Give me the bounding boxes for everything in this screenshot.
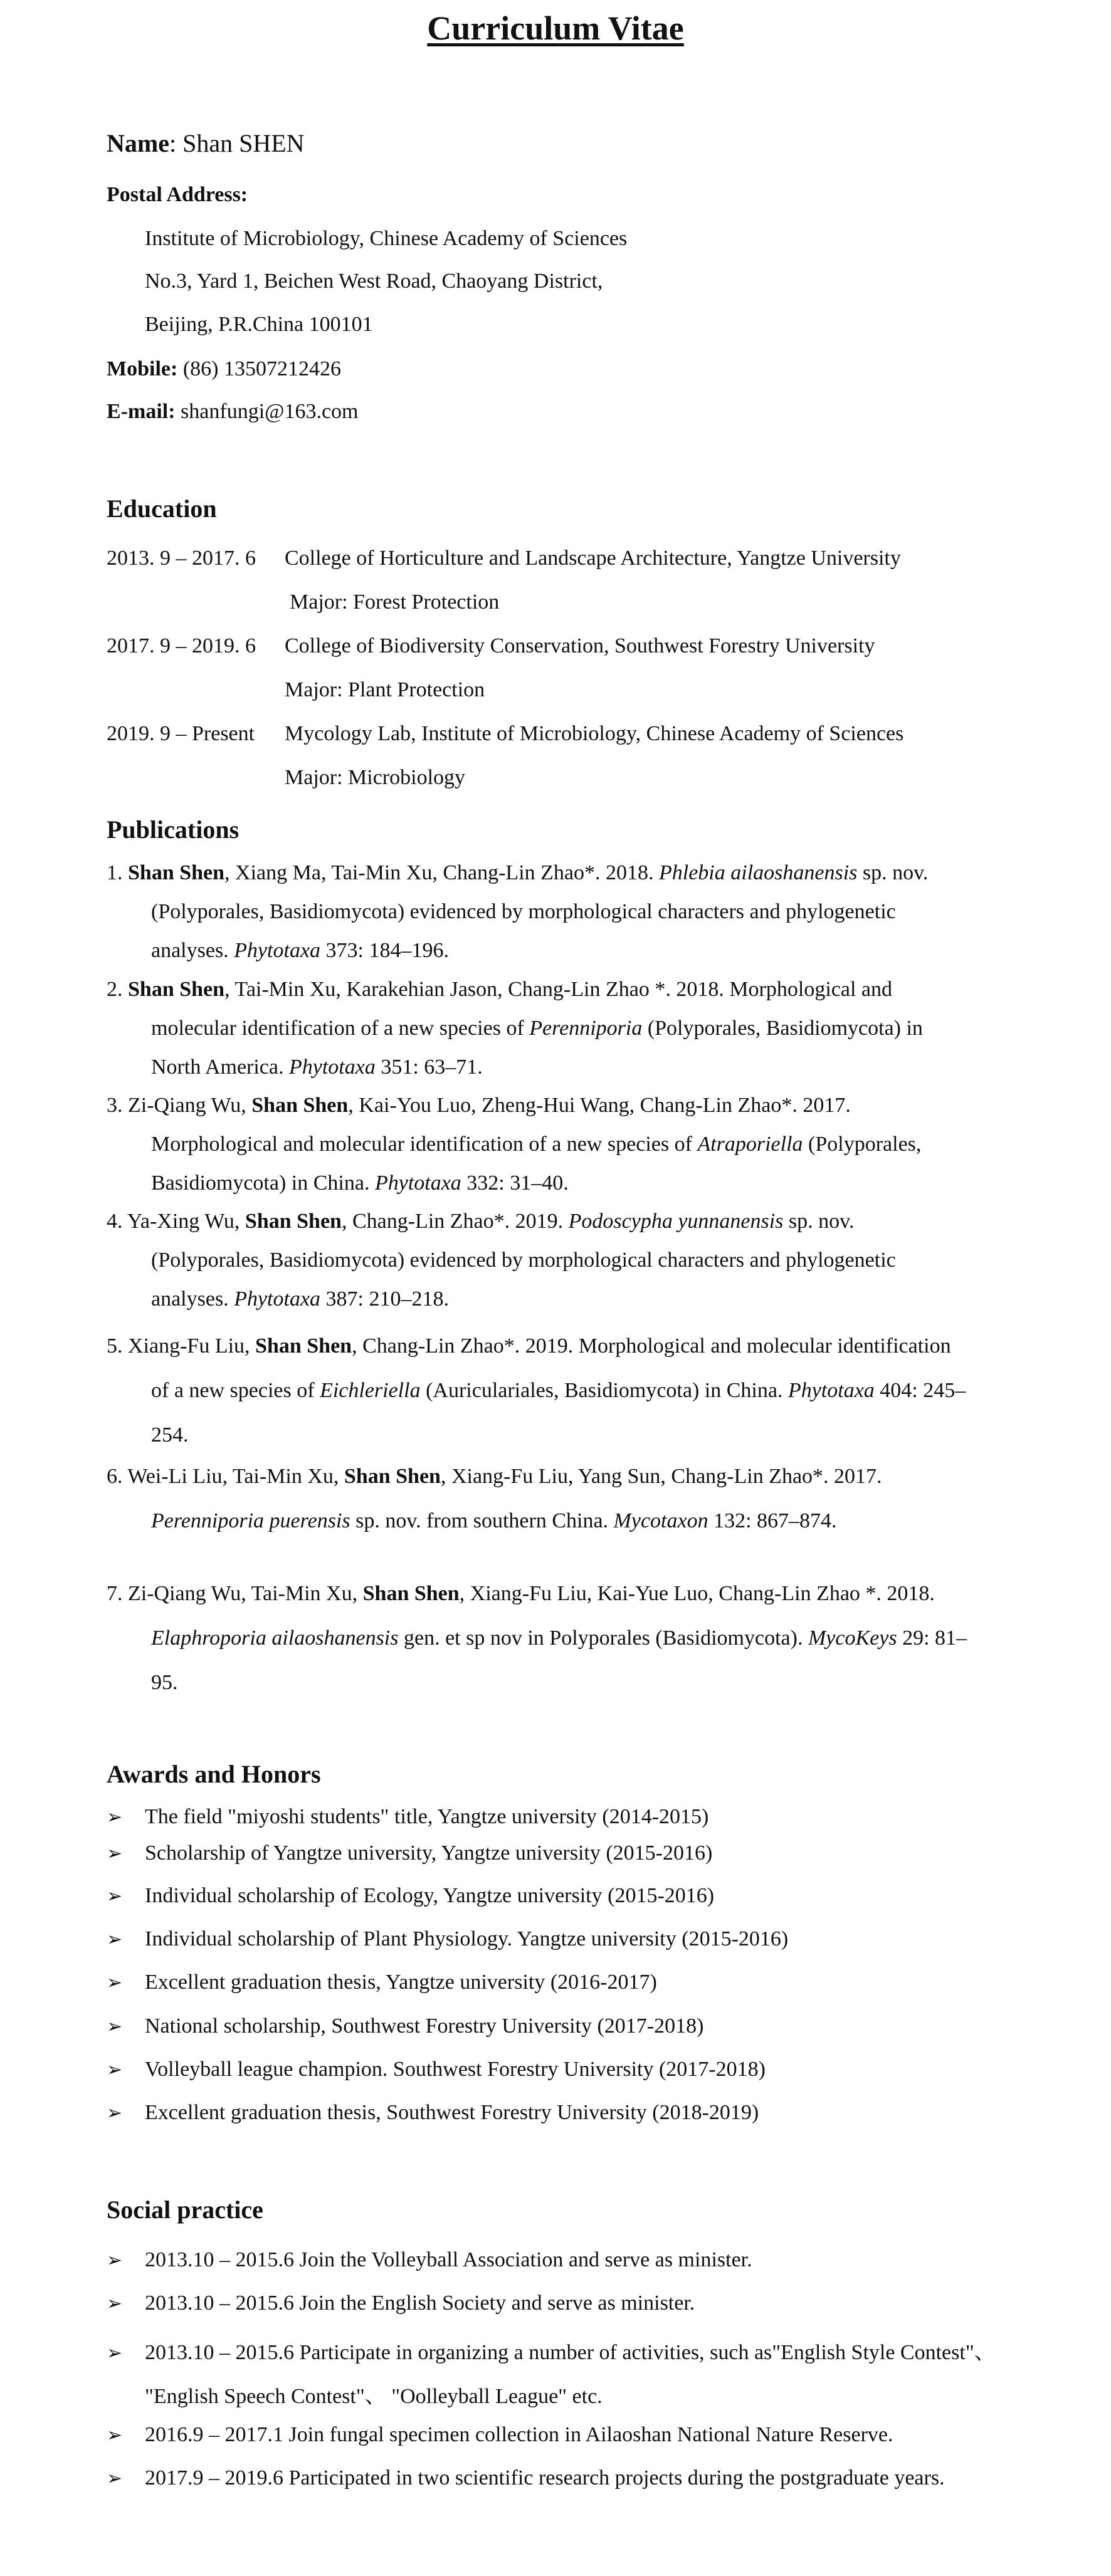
publication-text: , Kai-You Luo, Zheng-Hui Wang, Chang-Lin Zhao*. 2017. <box>348 1094 851 1117</box>
arrow-bullet-icon: ➢ <box>107 2468 123 2490</box>
italic-term: MycoKeys <box>808 1626 897 1650</box>
publication-text: 332: 31–40. <box>461 1171 569 1195</box>
publication-line <box>107 1009 1009 1048</box>
publication-text: Morphological and molecular identification of a new species of <box>151 1133 698 1156</box>
author-highlight: Shan Shen <box>128 861 225 884</box>
name-label: Name <box>107 129 169 157</box>
publication-text: 2. <box>107 978 128 1001</box>
email-line <box>107 400 359 424</box>
name-value: : Shan SHEN <box>169 129 305 157</box>
social-practice-item <box>107 2466 945 2490</box>
social-practice-text: 2013.10 – 2015.6 Participate in organizing a number of activities, such as"English Style Contest"、 <box>145 2341 996 2364</box>
education-heading: Education <box>107 495 217 523</box>
italic-term: Phlebia ailaoshanensis <box>659 861 858 884</box>
publication-line <box>107 1499 1009 1543</box>
publication-entry <box>107 1086 1009 1203</box>
education-date: 2017. 9 – 2019. 6 <box>107 634 256 657</box>
award-text: Volleyball league champion. Southwest Forestry University (2017-2018) <box>145 2058 766 2081</box>
postal-address-label: Postal Address: <box>107 183 248 206</box>
publication-text: molecular identification of a new species of <box>151 1017 530 1040</box>
publication-entry <box>107 1454 1009 1543</box>
italic-term: Elaphroporia ailaoshanensis <box>151 1626 399 1650</box>
italic-term: Podoscypha yunnanensis <box>568 1210 784 1233</box>
social-practice-item <box>107 2335 996 2365</box>
publication-line <box>107 970 1009 1009</box>
social-practice-text: 2013.10 – 2015.6 Join the Volleyball Association and serve as minister. <box>145 2248 752 2271</box>
publications-heading: Publications <box>107 815 240 844</box>
award-text: Individual scholarship of Ecology, Yangtze university (2015-2016) <box>145 1884 715 1907</box>
italic-term: Phytotaxa <box>289 1055 376 1079</box>
publication-text: 351: 63–71. <box>375 1055 483 1079</box>
italic-term: Perenniporia <box>529 1017 643 1040</box>
award-text: The field "miyoshi students" title, Yangtze university (2014-2015) <box>145 1805 709 1828</box>
publication-line <box>107 1413 1009 1457</box>
mobile-line <box>107 357 341 381</box>
publication-line <box>107 854 1009 893</box>
page-title: Curriculum Vitae <box>427 9 684 47</box>
publication-line <box>107 1324 1009 1368</box>
email-value[interactable]: shanfungi@163.com <box>175 400 359 423</box>
arrow-bullet-icon: ➢ <box>107 2293 123 2315</box>
social-practice-text: 2016.9 – 2017.1 Join fungal specimen collection in Ailaoshan National Nature Reserve. <box>145 2423 893 2446</box>
publication-text: North America. <box>151 1055 289 1079</box>
publication-line <box>107 1241 1009 1280</box>
publication-line <box>107 1202 1009 1241</box>
arrow-bullet-icon: ➢ <box>107 2424 123 2446</box>
arrow-bullet-icon: ➢ <box>107 2249 123 2271</box>
award-text: National scholarship, Southwest Forestry University (2017-2018) <box>145 2014 704 2038</box>
social-practice-heading: Social practice <box>107 2196 263 2224</box>
italic-term: Phytotaxa <box>787 1379 875 1402</box>
author-highlight: Shan Shen <box>245 1210 342 1233</box>
publication-text: 254. <box>151 1423 189 1447</box>
award-item <box>107 2014 703 2038</box>
publication-line <box>107 1164 1009 1203</box>
mobile-label: Mobile: <box>107 357 178 380</box>
publication-text: 5. Xiang-Fu Liu, <box>107 1334 256 1358</box>
award-item <box>107 1805 708 1829</box>
publication-text: 132: 867–874. <box>708 1509 837 1532</box>
award-item <box>107 2058 766 2081</box>
italic-term: Mycotaxon <box>613 1509 708 1532</box>
address-line: Institute of Microbiology, Chinese Academy of Sciences <box>145 227 628 250</box>
publication-line <box>107 1454 1009 1499</box>
address-line: Beijing, P.R.China 100101 <box>145 313 373 336</box>
publication-text: 29: 81– <box>897 1626 967 1650</box>
arrow-bullet-icon: ➢ <box>107 2016 123 2038</box>
author-highlight: Shan Shen <box>128 978 225 1001</box>
publication-line <box>107 1660 1009 1705</box>
education-major: Major: Plant Protection <box>285 678 485 701</box>
publication-line <box>107 1616 1009 1660</box>
publication-line <box>107 1048 1009 1087</box>
italic-term: Phytotaxa <box>374 1171 461 1195</box>
publication-text: , Chang-Lin Zhao*. 2019. Morphological and molecular identification <box>352 1334 951 1358</box>
publication-text: gen. et sp nov in Polyporales (Basidiomycota). <box>398 1626 808 1650</box>
arrow-bullet-icon: ➢ <box>107 1885 123 1907</box>
award-text: Scholarship of Yangtze university, Yangtze university (2015-2016) <box>145 1841 713 1865</box>
award-item <box>107 2101 759 2125</box>
publication-text: , Xiang-Fu Liu, Yang Sun, Chang-Lin Zhao*. 2017. <box>440 1465 882 1488</box>
publication-line <box>107 1125 1009 1164</box>
mobile-value: (86) 13507212426 <box>177 357 341 380</box>
arrow-bullet-icon: ➢ <box>107 1972 123 1994</box>
publication-text: , Xiang-Fu Liu, Kai-Yue Luo, Chang-Lin Zhao *. 2018. <box>459 1582 935 1605</box>
publication-text: (Polyporales, Basidiomycota) evidenced by morphological characters and phylogenetic <box>151 900 896 923</box>
publication-line <box>107 1280 1009 1319</box>
publication-text: sp. nov. <box>857 861 929 884</box>
publication-entry <box>107 1324 1009 1457</box>
italic-term: Atraporiella <box>697 1133 803 1156</box>
publication-text: (Polyporales, Basidiomycota) in <box>642 1017 923 1040</box>
author-highlight: Shan Shen <box>255 1334 352 1358</box>
publication-text: sp. nov. <box>783 1210 855 1233</box>
italic-term: Perenniporia puerensis <box>151 1509 350 1532</box>
publication-text: , Chang-Lin Zhao*. 2019. <box>341 1210 569 1233</box>
publication-text: sp. nov. from southern China. <box>350 1509 614 1532</box>
publication-text: 4. Ya-Xing Wu, <box>107 1210 245 1233</box>
publication-text: , Xiang Ma, Tai-Min Xu, Chang-Lin Zhao*. 2018. <box>224 861 659 884</box>
publication-line <box>107 1086 1009 1125</box>
award-text: Excellent graduation thesis, Yangtze university (2016-2017) <box>145 1971 657 1994</box>
arrow-bullet-icon: ➢ <box>107 1929 123 1950</box>
author-highlight: Shan Shen <box>344 1465 441 1488</box>
education-major: Major: Forest Protection <box>290 590 500 614</box>
publication-text: 3. Zi-Qiang Wu, <box>107 1094 252 1117</box>
email-label: E-mail: <box>107 400 176 423</box>
publication-text: 387: 210–218. <box>320 1287 449 1311</box>
publication-entry <box>107 1202 1009 1319</box>
publication-text: 6. Wei-Li Liu, Tai-Min Xu, <box>107 1465 344 1488</box>
social-practice-item <box>107 2423 893 2447</box>
publication-text: 373: 184–196. <box>320 939 449 962</box>
publication-text: Basidiomycota) in China. <box>151 1171 375 1195</box>
italic-term: Eichleriella <box>320 1379 421 1402</box>
award-item <box>107 1884 714 1908</box>
education-date: 2019. 9 – Present <box>107 722 255 745</box>
publication-text: analyses. <box>151 939 234 962</box>
publication-text: (Auriculariales, Basidiomycota) in China. <box>420 1379 788 1402</box>
publication-line <box>107 931 1009 970</box>
publication-entry <box>107 1571 1009 1705</box>
publication-text: 7. Zi-Qiang Wu, Tai-Min Xu, <box>107 1582 363 1605</box>
publication-line <box>107 1368 1009 1413</box>
social-practice-item <box>107 2248 752 2272</box>
italic-term: Phytotaxa <box>234 1287 321 1311</box>
arrow-bullet-icon: ➢ <box>107 2342 123 2364</box>
publication-text: 1. <box>107 861 128 884</box>
award-text: Excellent graduation thesis, Southwest Forestry University (2018-2019) <box>145 2101 759 2124</box>
publication-text: (Polyporales, Basidiomycota) evidenced by morphological characters and phylogenetic <box>151 1249 896 1272</box>
publication-text: (Polyporales, <box>803 1133 922 1156</box>
publication-line <box>107 1571 1009 1616</box>
social-practice-continuation: "English Speech Contest"、 "Oolleyball League" etc. <box>145 2385 603 2408</box>
award-item <box>107 1841 712 1865</box>
publication-text: , Tai-Min Xu, Karakehian Jason, Chang-Lin Zhao *. 2018. Morphological and <box>224 978 892 1001</box>
award-item <box>107 1971 657 1994</box>
social-practice-text: 2013.10 – 2015.6 Join the English Society and serve as minister. <box>145 2291 695 2315</box>
awards-heading: Awards and Honors <box>107 1760 321 1788</box>
publication-entry <box>107 970 1009 1087</box>
education-institution: College of Horticulture and Landscape Architecture, Yangtze University <box>285 547 901 570</box>
arrow-bullet-icon: ➢ <box>107 2102 123 2124</box>
publication-entry <box>107 854 1009 970</box>
publication-text: 404: 245– <box>874 1379 966 1402</box>
publication-text: of a new species of <box>151 1379 320 1402</box>
arrow-bullet-icon: ➢ <box>107 1806 123 1828</box>
education-date: 2013. 9 – 2017. 6 <box>107 547 256 570</box>
education-institution: College of Biodiversity Conservation, Southwest Forestry University <box>285 634 875 657</box>
social-practice-text: 2017.9 – 2019.6 Participated in two scientific research projects during the postgraduate years. <box>145 2466 945 2490</box>
italic-term: Phytotaxa <box>234 939 321 962</box>
author-highlight: Shan Shen <box>362 1582 460 1605</box>
arrow-bullet-icon: ➢ <box>107 1843 123 1865</box>
arrow-bullet-icon: ➢ <box>107 2059 123 2081</box>
education-major: Major: Microbiology <box>285 766 466 789</box>
education-institution: Mycology Lab, Institute of Microbiology, Chinese Academy of Sciences <box>285 722 904 745</box>
name-line <box>107 128 305 158</box>
award-item <box>107 1927 788 1951</box>
award-text: Individual scholarship of Plant Physiology. Yangtze university (2015-2016) <box>145 1927 789 1950</box>
address-line: No.3, Yard 1, Beichen West Road, Chaoyang District, <box>145 270 603 293</box>
social-practice-item <box>107 2291 695 2315</box>
publication-text: 95. <box>151 1671 178 1694</box>
author-highlight: Shan Shen <box>251 1094 349 1117</box>
publication-text: analyses. <box>151 1287 234 1311</box>
publication-line <box>107 893 1009 931</box>
